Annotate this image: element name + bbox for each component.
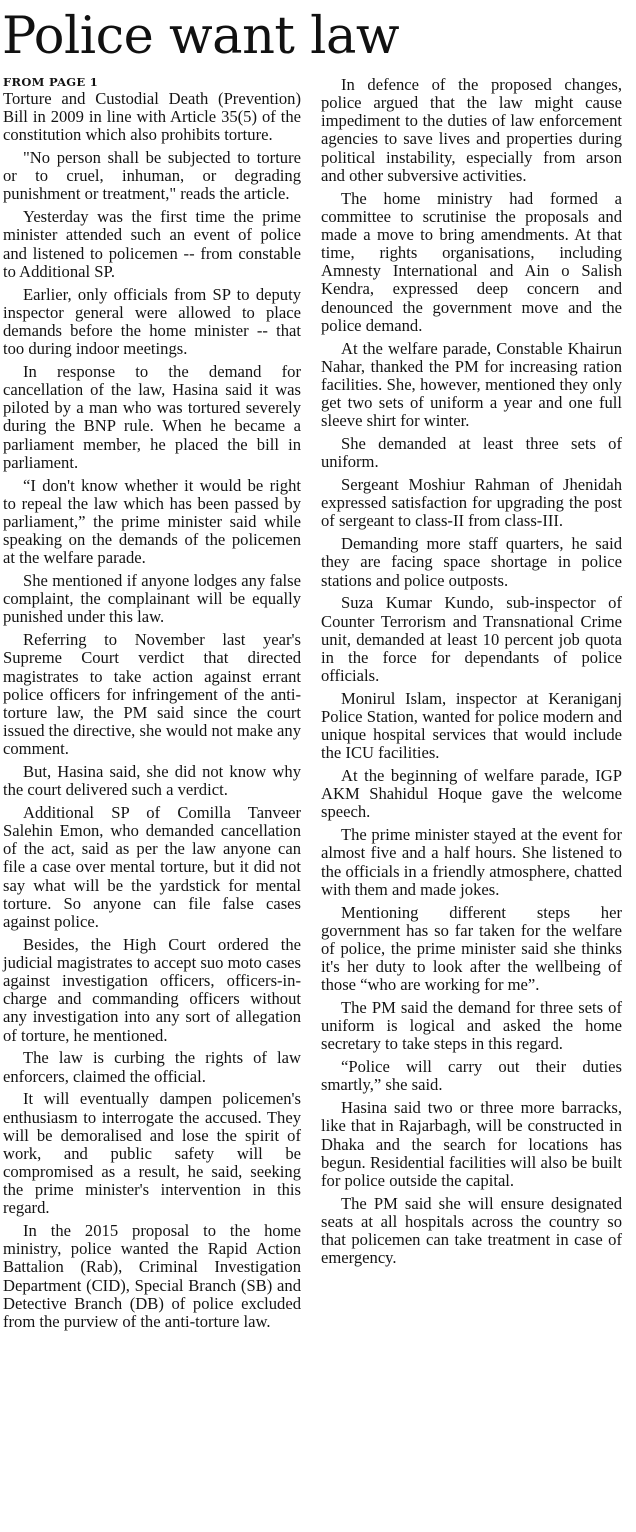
paragraph: Besides, the High Court ordered the judicial magistrates to accept suo moto cases against investigation officers, officers-in-charge and commanding officers without any investigation into any sort of allegation of torture, he mentioned. [3,934,301,1045]
paragraph: She demanded at least three sets of uniform. [321,434,622,472]
paragraph: The home ministry had formed a committee to scrutinise the proposals and made a move to bring amendments. At that time, rights organisations, including Amnesty International and Ain o Salish Kendra, expressed deep concern and denounced the government move and the police demand. [321,188,622,335]
left-column [3,74,301,1336]
right-column [321,76,622,1272]
paragraph: She mentioned if anyone lodges any false complaint, the complainant will be equally punished under this law. [3,571,301,627]
paragraph: Referring to November last year's Supreme Court verdict that directed magistrates to take action against errant police officers for infringement of the anti-torture law, the PM said since the court issued the directive, she would not make any comment. [3,630,301,759]
headline: Police want law [2,7,400,66]
paragraph: Sergeant Moshiur Rahman of Jhenidah expressed satisfaction for upgrading the post of sergeant to class-II from class-III. [321,475,622,531]
paragraph: At the beginning of welfare parade, IGP AKM Shahidul Hoque gave the welcome speech. [321,766,622,822]
paragraph: Suza Kumar Kundo, sub-inspector of Counter Terrorism and Transnational Crime unit, demanded at least 10 percent job quota in the force for dependants of police officials. [321,593,622,685]
paragraph: Mentioning different steps her government has so far taken for the welfare of police, the prime minister said she thinks it's her duty to look after the wellbeing of those “who are working for me”. [321,902,622,995]
paragraph: It will eventually dampen policemen's enthusiasm to interrogate the accused. They will be demoralised and lose the spirit of work, and public safety will be compromised as a result, he said, seeking the prime minister's intervention in this regard. [3,1089,301,1218]
paragraph: Torture and Custodial Death (Prevention) Bill in 2009 in line with Article 35(5) of the constitution which also prohibits torture. [3,89,301,145]
paragraph: “Police will carry out their duties smartly,” she said. [321,1057,622,1095]
paragraph: Demanding more staff quarters, he said they are facing space shortage in police stations and police outposts. [321,534,622,590]
paragraph: The PM said the demand for three sets of uniform is logical and asked the home secretary to take steps in this regard. [321,998,622,1054]
paragraph: In the 2015 proposal to the home ministry, police wanted the Rapid Action Battalion (Rab), Criminal Investigation Department (CID), Special Branch (SB) and Detective Branch (DB) of police excluded from the purview of the anti-torture law. [3,1221,301,1331]
paragraph: At the welfare parade, Constable Khairun Nahar, thanked the PM for increasing ration facilities. She, however, mentioned they only get two sets of uniform a year and one full sleeve shirt for winter. [321,338,622,431]
paragraph: Earlier, only officials from SP to deputy inspector general were allowed to place demands before the home minister -- that too during indoor meetings. [3,284,301,359]
paragraph: Additional SP of Comilla Tanveer Salehin Emon, who demanded cancellation of the act, said as per the law anyone can file a case over mental torture, but it did not say what will be the yardstick for mental torture. So anyone can file false cases against police. [3,802,301,931]
paragraph: Monirul Islam, inspector at Keraniganj Police Station, wanted for police modern and unique hospital services that would include the ICU facilities. [321,688,622,763]
paragraph: The law is curbing the rights of law enforcers, claimed the official. [3,1048,301,1086]
paragraph: Hasina said two or three more barracks, like that in Rajarbagh, will be constructed in Dhaka and the search for locations has begun. Residential facilities will also be built for police outside the capital. [321,1098,622,1190]
continuation-kicker: FROM PAGE 1 [3,75,99,89]
paragraph: Yesterday was the first time the prime minister attended such an event of police and listened to policemen -- from constable to Additional SP. [3,207,301,281]
paragraph: The prime minister stayed at the event for almost five and a half hours. She listened to the officials in a friendly atmosphere, chatted with them and made jokes. [321,825,622,899]
paragraph: The PM said she will ensure designated seats at all hospitals across the country so that policemen can take treatment in case of emergency. [321,1193,622,1268]
paragraph: In response to the demand for cancellation of the law, Hasina said it was piloted by a man who was tortured severely during the BNP rule. When he became a parliament member, he placed the bill in parliament. [3,361,301,472]
paragraph: "No person shall be subjected to torture or to cruel, inhuman, or degrading punishment or treatment," reads the article. [3,148,301,204]
paragraph: In defence of the proposed changes, police argued that the law might cause impediment to the duties of law enforcement agencies to save lives and properties during political instability, especially from arson and other subversive activities. [321,75,622,185]
paragraph: “I don't know whether it would be right to repeal the law which has been passed by parliament,” the prime minister said while speaking on the demands of the policemen at the welfare parade. [3,475,301,568]
paragraph: But, Hasina said, she did not know why the court delivered such a verdict. [3,761,301,800]
